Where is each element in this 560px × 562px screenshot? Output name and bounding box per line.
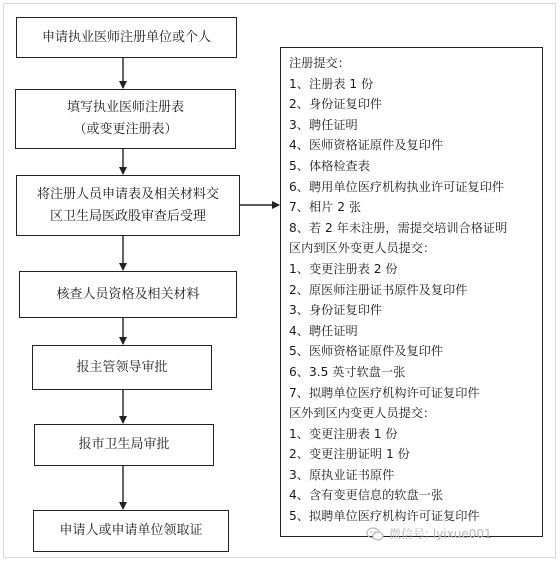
req-line: 注册提交： [289, 56, 350, 70]
req-line: 4、含有变更信息的软盘一张 [289, 488, 444, 503]
req-line: 5、体格检查表 [289, 158, 370, 173]
step-collect-certificate [33, 510, 229, 552]
step-apply-label: 申请执业医师注册单位或个人 [41, 29, 211, 45]
step-apply [16, 17, 237, 58]
req-line: 2、身份证复印件 [289, 97, 383, 112]
req-line: 2、变更注册证明 1 份 [289, 447, 410, 462]
req-line: 3、聘任证明 [289, 117, 358, 132]
req-line: 2、原医师注册证书原件及复印件 [289, 282, 468, 297]
step-verify [19, 271, 237, 318]
req-line: 1、变更注册表 2 份 [289, 261, 398, 276]
step-verify-label: 核查人员资格及相关材料 [56, 286, 200, 302]
req-line: 5、拟聘单位医疗机构许可证复印件 [289, 509, 480, 524]
watermark [366, 525, 492, 542]
req-line: 4、医师资格证原件及复印件 [289, 138, 444, 153]
req-line: 7、拟聘单位医疗机构许可证复印件 [289, 385, 480, 400]
req-line: 1、注册表 1 份 [289, 76, 374, 91]
step-city-approval-label: 报市卫生局审批 [78, 437, 170, 452]
req-line: 8、若 2 年未注册，需提交培训合格证明 [289, 220, 508, 235]
step-fill-form-line1: 填写执业医师注册表 [66, 100, 184, 115]
req-line: 7、相片 2 张 [289, 200, 362, 215]
req-line: 4、聘任证明 [289, 323, 358, 338]
req-line: 区内到区外变更人员提交： [289, 241, 436, 256]
step-collect-certificate-label: 申请人或申请单位领取证 [59, 523, 203, 538]
step-submit-review [16, 175, 240, 236]
req-line: 区外到区内变更人员提交： [289, 406, 436, 421]
requirements-box [280, 47, 543, 537]
step-submit-review-line2: 区卫生局医政股审查后受理 [49, 208, 206, 224]
step-city-approval [34, 424, 214, 466]
req-line: 1、变更注册表 1 份 [289, 426, 398, 441]
req-line: 5、医师资格证原件及复印件 [289, 344, 444, 359]
req-line: 3、原执业证书原件 [289, 467, 395, 482]
step-submit-review-line1: 将注册人员申请表及相关材料交 [36, 186, 219, 202]
step-fill-form [15, 89, 236, 149]
step-leader-approval [32, 345, 212, 390]
wechat-icon [366, 527, 384, 541]
watermark-text: 微信号: lyixue001 [389, 527, 492, 541]
step-fill-form-line2: （或变更注册表） [73, 122, 178, 137]
step-leader-approval-label: 报主管领导审批 [76, 359, 168, 375]
req-line: 6、3.5 英寸软盘一张 [289, 364, 406, 379]
req-line: 3、身份证复印件 [289, 303, 383, 318]
req-line: 6、聘用单位医疗机构执业许可证复印件 [289, 179, 504, 194]
